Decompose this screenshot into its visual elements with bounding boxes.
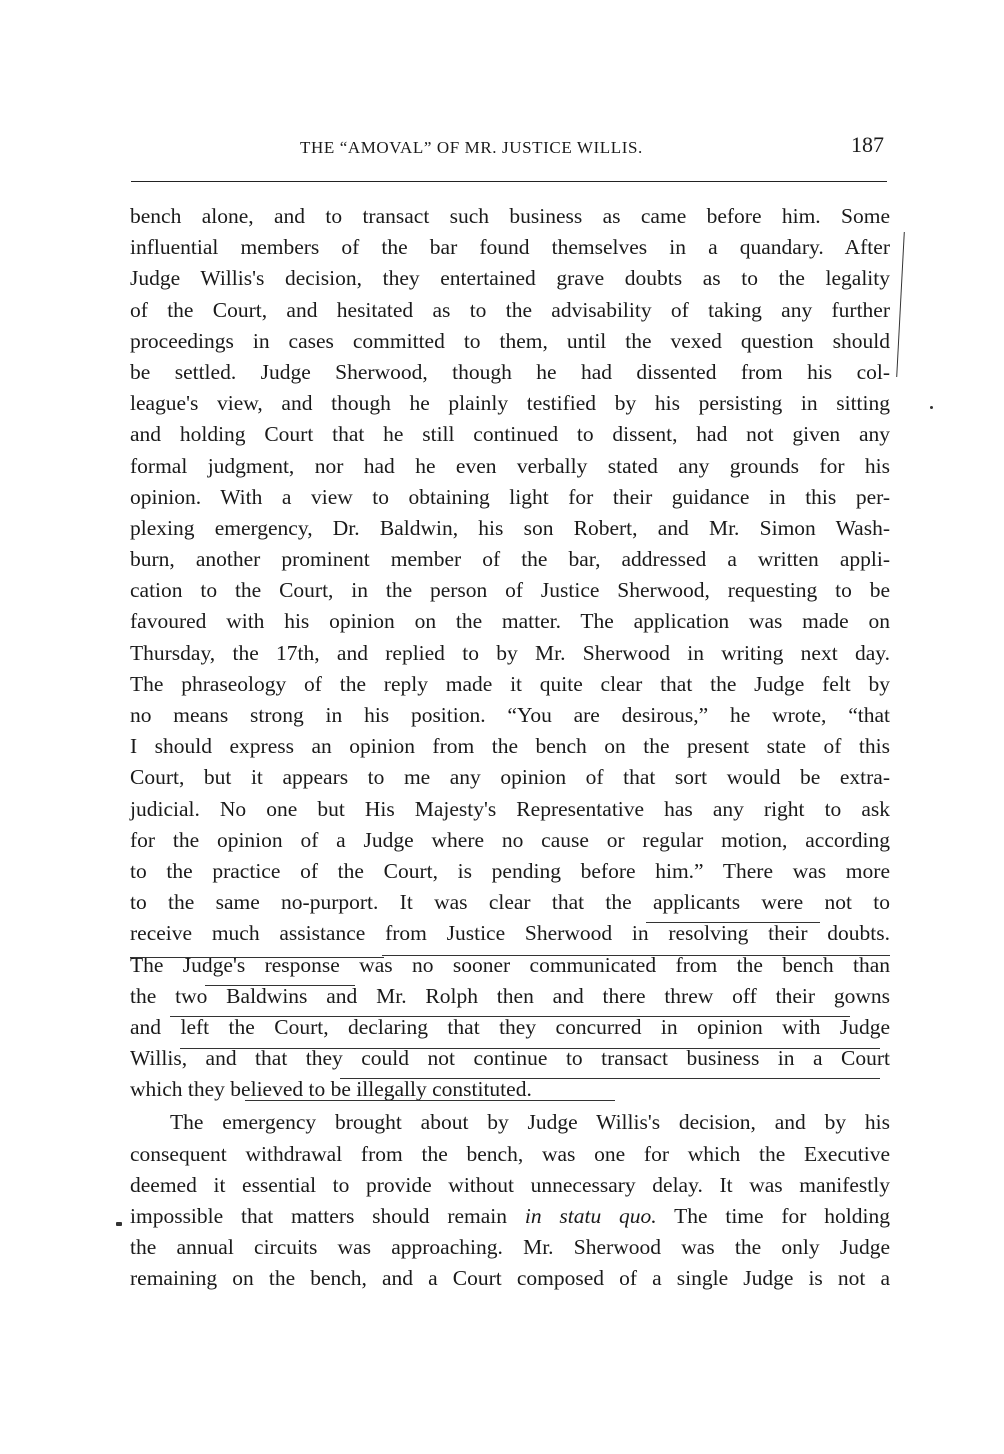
text-line: to the practice of the Court, is pending before him.” There was more <box>130 858 890 883</box>
text-line: influential members of the bar found themselves in a quandary. After <box>130 235 890 260</box>
text-line: Thursday, the 17th, and replied to by Mr. Sherwood in writing next day. <box>130 640 890 665</box>
text-line: the annual circuits was approaching. Mr. Sherwood was the only Judge <box>130 1235 890 1260</box>
underline-mark <box>130 957 384 958</box>
text-line: of the Court, and hesitated as to the advisability of taking any further <box>130 297 890 322</box>
text-line: Court, but it appears to me any opinion of that sort would be extra- <box>130 765 890 790</box>
text-line: which they believed to be illegally constituted. <box>130 1077 532 1102</box>
text-line: and left the Court, declaring that they concurred in opinion with Judge <box>130 1014 890 1039</box>
underline-mark <box>646 922 820 923</box>
text-line: plexing emergency, Dr. Baldwin, his son Robert, and Mr. Simon Wash- <box>130 515 890 540</box>
text-line: The phraseology of the reply made it quite clear that the Judge felt by <box>130 671 890 696</box>
text-line: The emergency brought about by Judge Willis's decision, and by his <box>170 1110 890 1135</box>
text-line: Willis, and that they could not continue to transact business in a Court <box>130 1046 890 1071</box>
text-run: impossible that matters should remain <box>130 1204 508 1228</box>
underline-mark <box>205 985 355 986</box>
text-line: deemed it essential to provide without unnecessary delay. It was manifestly <box>130 1172 890 1197</box>
underline-mark <box>382 955 890 956</box>
margin-dash-mark <box>116 1222 122 1226</box>
text-line: burn, another prominent member of the bar, addressed a written appli- <box>130 547 890 572</box>
text-line: judicial. No one but His Majesty's Representative has any right to ask <box>130 796 890 821</box>
text-line: opinion. With a view to obtaining light for their guidance in this per- <box>130 484 890 509</box>
header-rule <box>131 181 887 182</box>
text-line: I should express an opinion from the bench on the present state of this <box>130 734 890 759</box>
text-line: remaining on the bench, and a Court composed of a single Judge is not a <box>130 1266 890 1291</box>
paragraph-1 <box>130 201 890 1105</box>
text-line <box>130 1201 890 1232</box>
text-line: be settled. Judge Sherwood, though he had dissented from his col- <box>130 359 890 384</box>
text-line: Judge Willis's decision, they entertained grave doubts as to the legality <box>130 266 890 291</box>
text-line: cation to the Court, in the person of Justice Sherwood, requesting to be <box>130 578 890 603</box>
text-line: to the same no-purport. It was clear that the applicants were not to <box>130 890 890 915</box>
text-line: no means strong in his position. “You are desirous,” he wrote, “that <box>130 703 890 727</box>
text-line: the two Baldwins and Mr. Rolph then and there threw off their gowns <box>130 983 890 1008</box>
running-title: THE “AMOVAL” OF MR. JUSTICE WILLIS. <box>300 138 643 157</box>
page-number: 187 <box>851 132 884 157</box>
italic-phrase: in statu quo. <box>524 1204 657 1228</box>
text-line: proceedings in cases committed to them, until the vexed question should <box>130 328 890 353</box>
margin-dot-mark <box>930 406 933 409</box>
body-text <box>130 201 890 1295</box>
text-line: favoured with his opinion on the matter. The application was made on <box>130 609 890 634</box>
running-head <box>130 132 890 162</box>
paragraph-2 <box>130 1107 890 1294</box>
text-line: formal judgment, nor had he even verbally stated any grounds for his <box>130 453 890 478</box>
text-line: bench alone, and to transact such business as came before him. Some <box>130 204 890 228</box>
text-line: receive much assistance from Justice Sherwood in resolving their doubts. <box>130 921 890 946</box>
text-line: consequent withdrawal from the bench, was one for which the Executive <box>130 1141 890 1166</box>
underline-mark <box>170 1016 850 1017</box>
text-line: The Judge's response was no sooner communicated from the bench than <box>130 952 890 977</box>
text-line: and holding Court that he still continued to dissent, had not given any <box>130 422 890 447</box>
text-run: The time for holding <box>674 1204 890 1228</box>
underline-mark <box>245 1100 615 1101</box>
text-line: league's view, and though he plainly testified by his persisting in sitting <box>130 391 890 416</box>
text-line: for the opinion of a Judge where no cause or regular motion, according <box>130 827 890 852</box>
underline-mark <box>340 1078 880 1079</box>
underline-mark <box>180 1048 880 1049</box>
